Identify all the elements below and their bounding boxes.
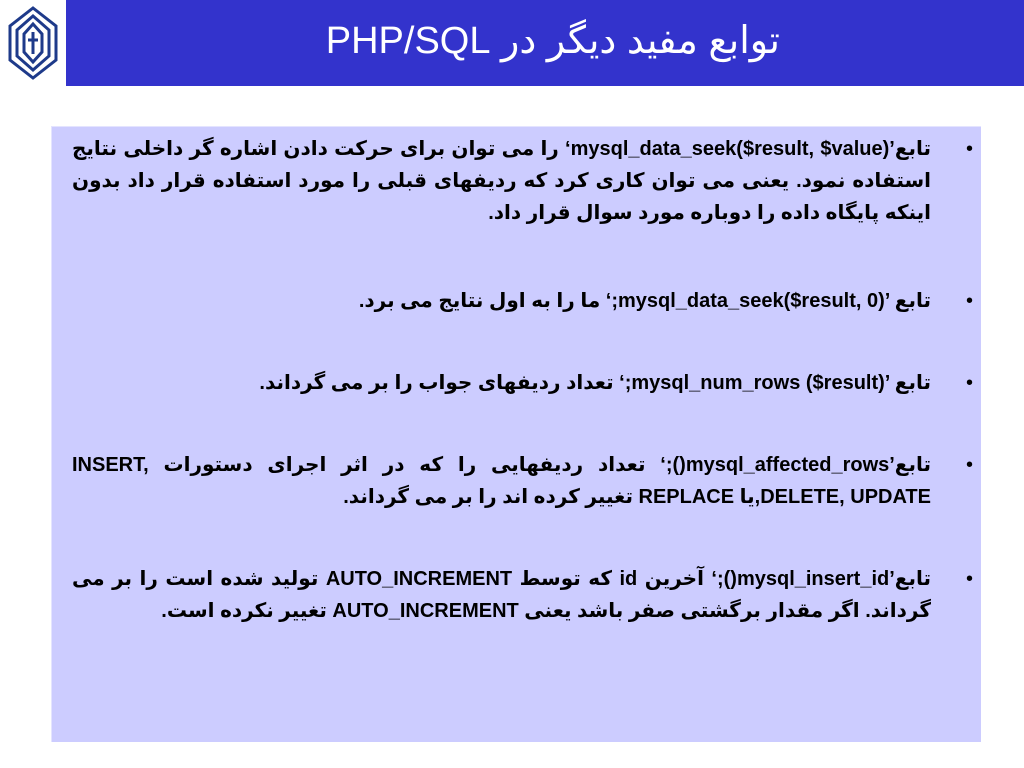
bullet-marker: • bbox=[965, 290, 973, 312]
item-text: تابع ’mysql_num_rows ($result);‘ تعداد ردیفهای جواب را بر می گرداند. bbox=[259, 372, 931, 394]
item-text: تابع’mysql_insert_id();‘ آخرین id که توسط AUTO_INCREMENT تولید شده است را بر می گرداند. اگر مقدار برگشتی صفر باشد یعنی AUTO_INCREMENT تغییر نکرده است. bbox=[72, 568, 931, 622]
item-text: تابع’mysql_affected_rows();‘ تعداد ردیفهایی را که در اثر اجرای دستورات INSERT, DELETE, UPDATE,یا REPLACE تغییر کرده اند را بر می گرداند. bbox=[72, 454, 931, 508]
item-text: تابع ’mysql_data_seek($result, 0);‘ ما را به اول نتایج می برد. bbox=[358, 290, 931, 312]
content-panel bbox=[51, 126, 981, 742]
slide-title: توابع مفید دیگر در PHP/SQL bbox=[325, 20, 780, 62]
logo bbox=[0, 0, 66, 86]
bullet-marker: • bbox=[965, 138, 973, 160]
institution-logo-icon bbox=[4, 4, 62, 82]
bullet-marker: • bbox=[965, 568, 973, 590]
slide-header bbox=[0, 0, 1024, 86]
list-item bbox=[72, 367, 931, 399]
bullet-marker: • bbox=[965, 454, 973, 476]
bullet-marker: • bbox=[965, 372, 973, 394]
list-item bbox=[72, 285, 931, 317]
item-text: تابع’mysql_data_seek($result, $value)‘ را می توان برای حرکت دادن اشاره گر داخلی نتایج استفاده نمود. یعنی می توان کاری کرد که ردیفهای قبلی را مورد استفاده قرار داد بدون اینکه پایگاه داده را دوباره مورد سوال قرار داد. bbox=[72, 138, 932, 224]
list-item bbox=[72, 563, 931, 627]
list-item bbox=[72, 449, 931, 513]
list-item bbox=[72, 133, 931, 229]
